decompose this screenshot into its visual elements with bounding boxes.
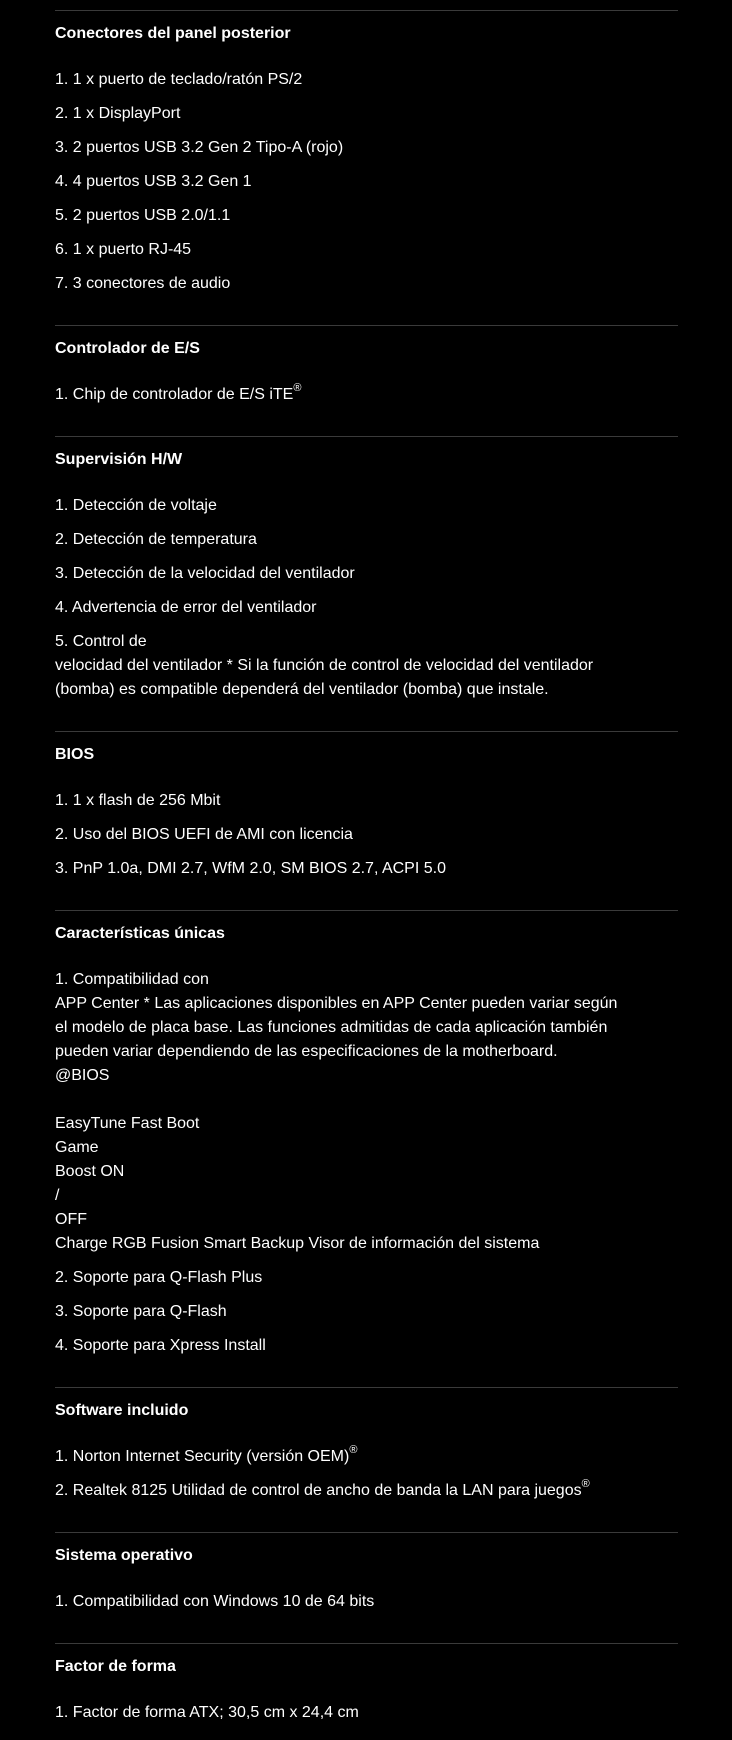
spec-line: 3. 2 puertos USB 3.2 Gen 2 Tipo-A (rojo) xyxy=(55,139,344,156)
spec-line: 5. Control de xyxy=(55,633,147,650)
spec-section-os xyxy=(55,1532,678,1643)
spec-line: 1. 1 x flash de 256 Mbit xyxy=(55,792,221,809)
spec-line: el modelo de placa base. Las funciones admitidas de cada aplicación también xyxy=(55,1019,608,1036)
spec-line: Boost ON xyxy=(55,1163,125,1180)
section-title: Conectores del panel posterior xyxy=(55,25,291,42)
spec-line xyxy=(55,1479,590,1503)
spec-line: Charge RGB Fusion Smart Backup Visor de información del sistema xyxy=(55,1235,540,1252)
spec-line: 5. 2 puertos USB 2.0/1.1 xyxy=(55,207,231,224)
spec-section-unique-features xyxy=(55,910,678,1387)
spec-line-text: 2. Realtek 8125 Utilidad de control de ancho de banda la LAN para juegos xyxy=(55,1482,582,1499)
spec-line: 4. 4 puertos USB 3.2 Gen 1 xyxy=(55,173,252,190)
spec-line: 2. Detección de temperatura xyxy=(55,531,257,548)
section-title: Características únicas xyxy=(55,925,225,942)
spec-section-rear-panel xyxy=(55,10,678,311)
spec-section-bios xyxy=(55,731,678,910)
spec-line: 4. Soporte para Xpress Install xyxy=(55,1337,266,1354)
section-title: Controlador de E/S xyxy=(55,340,200,357)
spec-line: 1. 1 x puerto de teclado/ratón PS/2 xyxy=(55,71,303,88)
registered-mark: ® xyxy=(349,1443,358,1456)
spec-line: 3. Detección de la velocidad del ventilador xyxy=(55,565,355,582)
spec-line-text: 1. Norton Internet Security (versión OEM) xyxy=(55,1448,350,1465)
spec-line: 3. Soporte para Q-Flash xyxy=(55,1303,227,1320)
section-title: Supervisión H/W xyxy=(55,451,183,468)
section-title: BIOS xyxy=(55,746,95,763)
spec-section-io-controller xyxy=(55,325,678,436)
spec-section-hw-monitor xyxy=(55,436,678,732)
spec-section-form-factor xyxy=(55,1643,678,1740)
section-title: Software incluido xyxy=(55,1402,189,1419)
spec-line: 2. Uso del BIOS UEFI de AMI con licencia xyxy=(55,826,353,843)
spec-line: 3. PnP 1.0a, DMI 2.7, WfM 2.0, SM BIOS 2.7, ACPI 5.0 xyxy=(55,860,446,877)
spec-line: 7. 3 conectores de audio xyxy=(55,275,231,292)
spec-line: Game xyxy=(55,1139,99,1156)
spec-line: 6. 1 x puerto RJ-45 xyxy=(55,241,192,258)
spec-line: 4. Advertencia de error del ventilador xyxy=(55,599,317,616)
spec-line: 1. Detección de voltaje xyxy=(55,497,217,514)
spec-line: 2. 1 x DisplayPort xyxy=(55,105,181,122)
spec-line xyxy=(55,383,301,407)
spec-line: / xyxy=(55,1187,60,1204)
spec-line: 1. Factor de forma ATX; 30,5 cm x 24,4 cm xyxy=(55,1704,359,1721)
section-title: Factor de forma xyxy=(55,1658,176,1675)
section-title: Sistema operativo xyxy=(55,1547,193,1564)
registered-mark: ® xyxy=(581,1477,590,1490)
spec-line: EasyTune Fast Boot xyxy=(55,1115,200,1132)
spec-line: APP Center * Las aplicaciones disponibles en APP Center pueden variar según xyxy=(55,995,618,1012)
spec-line: @BIOS xyxy=(55,1067,110,1084)
spec-line: pueden variar dependiendo de las especificaciones de la motherboard. xyxy=(55,1043,558,1060)
spec-line xyxy=(55,1445,357,1469)
spec-line: 1. Compatibilidad con Windows 10 de 64 bits xyxy=(55,1593,375,1610)
registered-mark: ® xyxy=(293,381,302,394)
spec-line: 2. Soporte para Q-Flash Plus xyxy=(55,1269,263,1286)
spec-line: (bomba) es compatible dependerá del ventilador (bomba) que instale. xyxy=(55,681,549,698)
spec-section-software xyxy=(55,1387,678,1533)
spec-line: 1. Compatibilidad con xyxy=(55,971,209,988)
spec-line: velocidad del ventilador * Si la función de control de velocidad del ventilador xyxy=(55,657,594,674)
spec-line: OFF xyxy=(55,1211,87,1228)
spec-line-text: 1. Chip de controlador de E/S iTE xyxy=(55,386,294,403)
